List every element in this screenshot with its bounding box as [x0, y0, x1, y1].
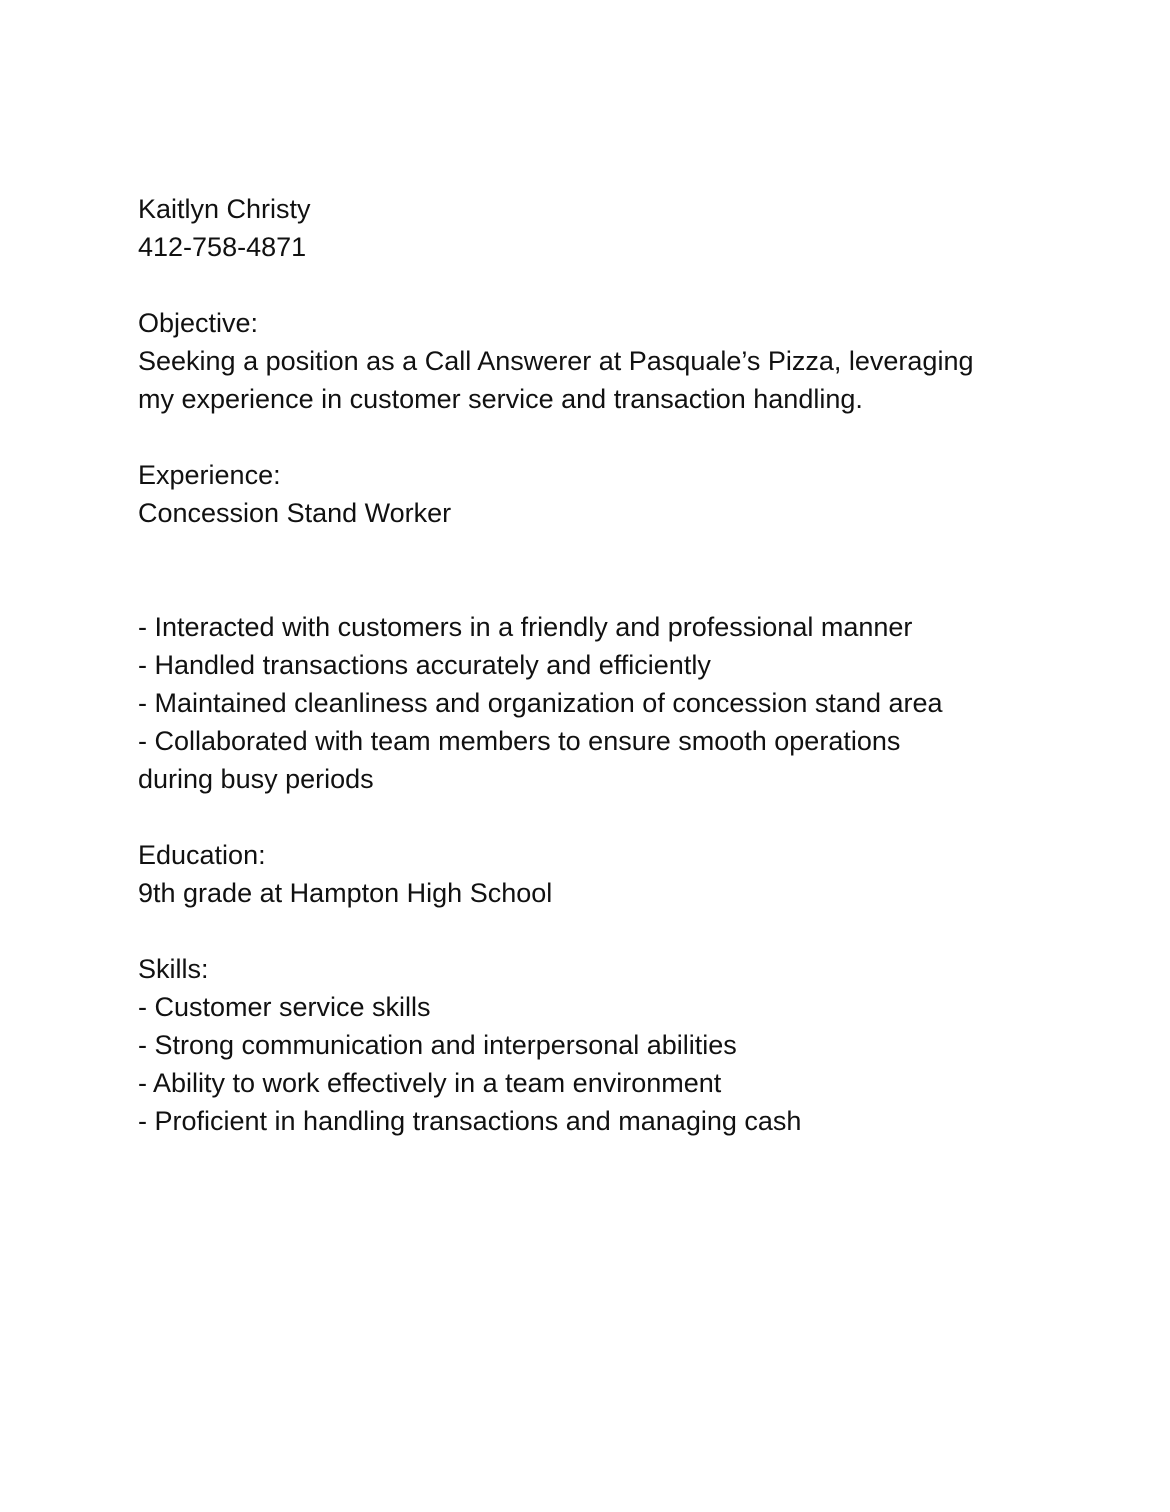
spacer	[138, 532, 1038, 608]
experience-bullet: - Handled transactions accurately and efficiently	[138, 650, 711, 680]
job-title: Concession Stand Worker	[138, 498, 452, 528]
skill-item: - Ability to work effectively in a team environment	[138, 1068, 722, 1098]
objective-text-line: my experience in customer service and transaction handling.	[138, 384, 863, 414]
education-section	[138, 836, 1038, 912]
objective-section	[138, 304, 1038, 418]
skills-heading: Skills:	[138, 954, 209, 984]
experience-bullet: - Collaborated with team members to ensure smooth operations	[138, 726, 901, 756]
skills-list	[138, 988, 1038, 1140]
spacer	[138, 798, 1038, 836]
experience-bullets	[138, 608, 1038, 798]
experience-section	[138, 456, 1038, 798]
skill-item: - Proficient in handling transactions and managing cash	[138, 1106, 802, 1136]
experience-heading: Experience:	[138, 460, 281, 490]
contact-section	[138, 190, 1038, 266]
spacer	[138, 912, 1038, 950]
objective-heading: Objective:	[138, 308, 259, 338]
skills-section	[138, 950, 1038, 1140]
phone-number: 412-758-4871	[138, 232, 307, 262]
experience-bullet: - Maintained cleanliness and organization of concession stand area	[138, 688, 943, 718]
spacer	[138, 266, 1038, 304]
experience-bullet: - Interacted with customers in a friendly and professional manner	[138, 612, 913, 642]
experience-bullet-continuation: during busy periods	[138, 764, 374, 794]
objective-text-line: Seeking a position as a Call Answerer at Pasquale’s Pizza, leveraging	[138, 346, 974, 376]
education-detail: 9th grade at Hampton High School	[138, 878, 553, 908]
skill-item: - Strong communication and interpersonal abilities	[138, 1030, 737, 1060]
spacer	[138, 418, 1038, 456]
candidate-name: Kaitlyn Christy	[138, 194, 311, 224]
education-heading: Education:	[138, 840, 266, 870]
skill-item: - Customer service skills	[138, 992, 431, 1022]
resume-document	[138, 190, 1038, 1140]
